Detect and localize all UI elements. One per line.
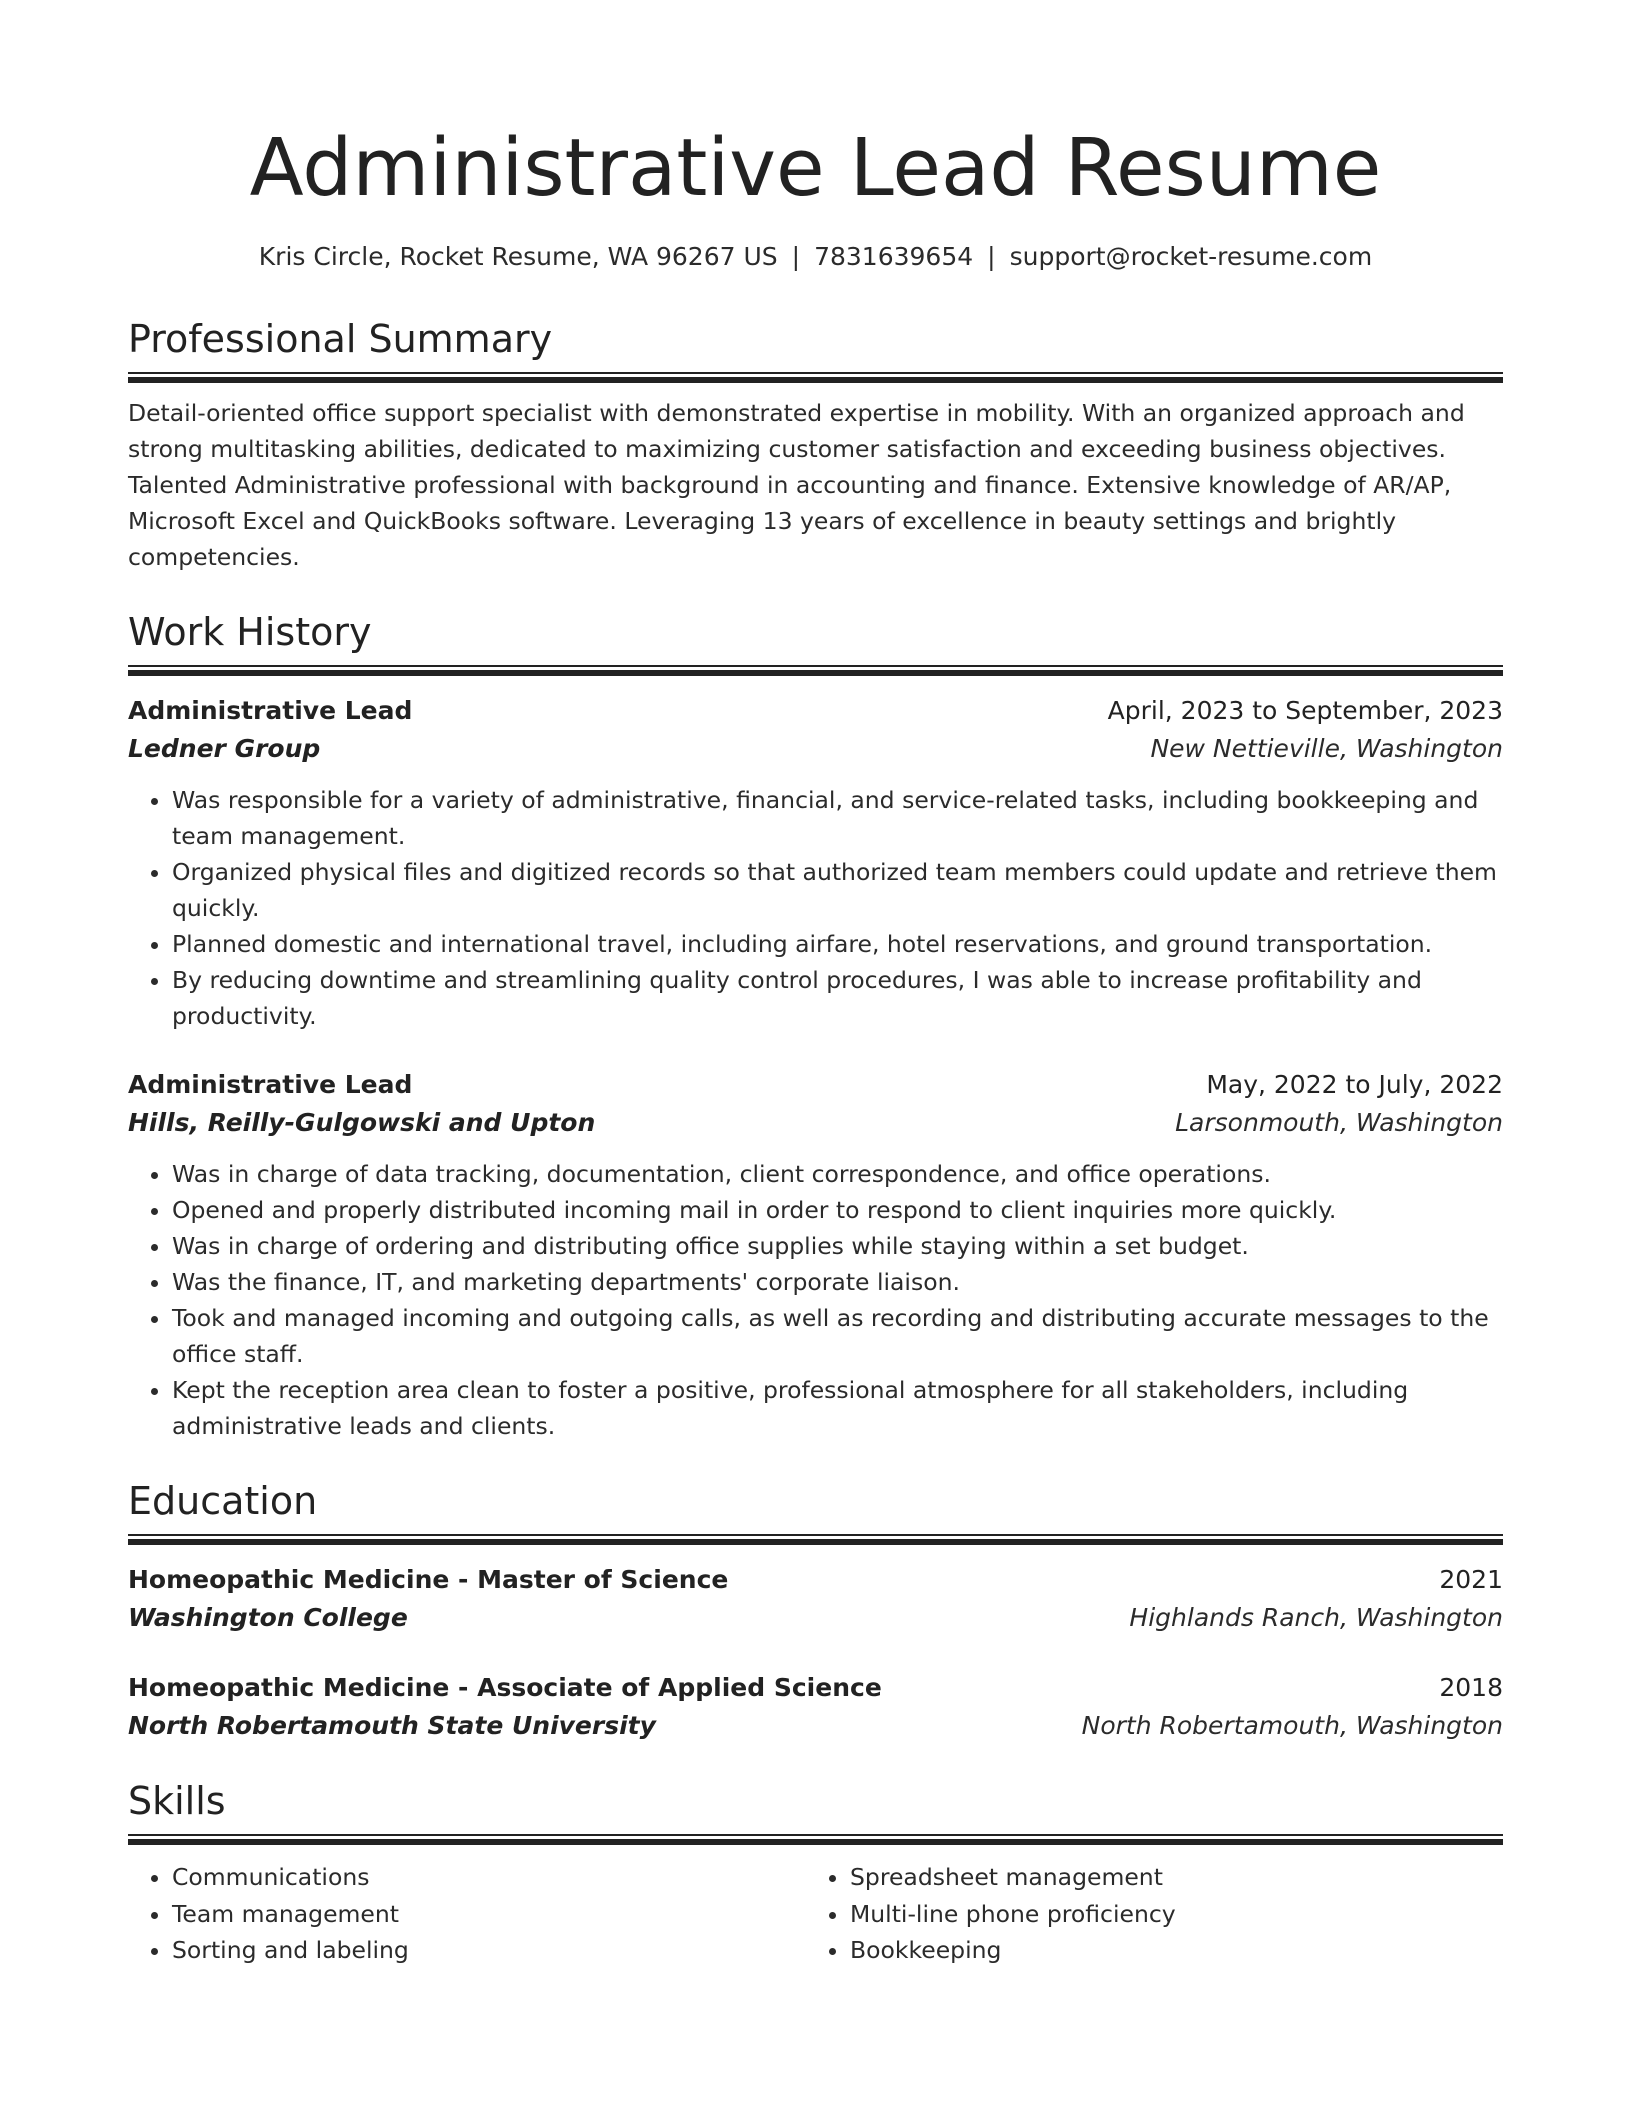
list-item: • Bookkeeping — [850, 1932, 1484, 1969]
list-item: • Spreadsheet management — [850, 1859, 1484, 1896]
job-duties-list — [128, 782, 1503, 1034]
education-school: Washington College — [128, 1603, 408, 1632]
section-divider — [128, 665, 1503, 676]
list-item: • Took and managed incoming and outgoing calls, as well as recording and distributing accurate messages to the office staff. — [172, 1300, 1503, 1372]
skills-columns — [128, 1859, 1503, 1969]
education-header-row — [128, 1669, 1503, 1707]
list-item: • Communications — [172, 1859, 806, 1896]
education-school-row — [128, 1707, 1503, 1745]
job-duties-list — [128, 1156, 1503, 1444]
section-heading-work-history: Work History — [128, 610, 372, 654]
job-title: Administrative Lead — [128, 1070, 413, 1099]
list-item: • Kept the reception area clean to foster a positive, professional atmosphere for all stakeholders, including administrative leads and clients. — [172, 1372, 1503, 1444]
list-item: • Multi-line phone proficiency — [850, 1896, 1484, 1933]
contact-phone: 7831639654 — [814, 242, 974, 271]
list-item: • Organized physical files and digitized records so that authorized team members could update and retrieve them quickly. — [172, 854, 1503, 926]
contact-separator: | — [987, 242, 996, 271]
summary-section — [128, 314, 1503, 575]
education-entry — [128, 1561, 1503, 1637]
contact-line — [128, 237, 1503, 277]
resume-title: Administrative Lead Resume — [249, 122, 1382, 214]
section-divider — [128, 1834, 1503, 1845]
section-divider — [128, 372, 1503, 383]
contact-separator: | — [791, 242, 801, 271]
education-year: 2021 — [1439, 1565, 1503, 1594]
section-heading-education: Education — [128, 1479, 318, 1523]
education-degree: Homeopathic Medicine - Master of Science — [128, 1565, 729, 1594]
job-header-row — [128, 1066, 1503, 1104]
education-school-row — [128, 1599, 1503, 1637]
education-section — [128, 1476, 1503, 1745]
skills-column-right — [806, 1859, 1484, 1969]
section-heading-skills: Skills — [128, 1779, 226, 1823]
job-company-row — [128, 730, 1503, 768]
job-dates: April, 2023 to September, 2023 — [1107, 696, 1503, 725]
contact-email: support@rocket-resume.com — [1009, 242, 1373, 271]
summary-text: Detail-oriented office support specialist with demonstrated expertise in mobility. With an organized approach and strong multitasking abilities, dedicated to maximizing customer satisfaction and exceeding business objectives. Talented Administrative professional with background in accounting and finance. Extensive knowledge of AR/AP, Microsoft Excel and QuickBooks software. Leveraging 13 years of excellence in beauty settings and brightly competencies. — [128, 399, 1465, 571]
job-location: New Nettieville, Washington — [1150, 734, 1503, 763]
section-divider — [128, 1534, 1503, 1545]
skills-list — [128, 1859, 806, 1969]
list-item: • Was the finance, IT, and marketing departments' corporate liaison. — [172, 1264, 1503, 1300]
list-item: • Was responsible for a variety of administrative, financial, and service-related tasks, including bookkeeping and team management. — [172, 782, 1503, 854]
job-header-row — [128, 692, 1503, 730]
skills-column-left — [128, 1859, 806, 1969]
education-year: 2018 — [1439, 1673, 1503, 1702]
education-location: North Robertamouth, Washington — [1081, 1711, 1503, 1740]
list-item: • Was in charge of ordering and distributing office supplies while staying within a set budget. — [172, 1228, 1503, 1264]
education-header-row — [128, 1561, 1503, 1599]
section-heading-summary: Professional Summary — [128, 317, 553, 361]
job-location: Larsonmouth, Washington — [1175, 1108, 1503, 1137]
list-item: • Planned domestic and international travel, including airfare, hotel reservations, and ground transportation. — [172, 926, 1503, 962]
job-entry — [128, 1066, 1503, 1444]
list-item: • By reducing downtime and streamlining quality control procedures, I was able to increase profitability and productivity. — [172, 962, 1503, 1034]
list-item: • Team management — [172, 1896, 806, 1933]
list-item: • Opened and properly distributed incoming mail in order to respond to client inquiries more quickly. — [172, 1192, 1503, 1228]
skills-section — [128, 1776, 1503, 1969]
job-company: Ledner Group — [128, 734, 321, 763]
work-history-section — [128, 607, 1503, 1444]
list-item: • Sorting and labeling — [172, 1932, 806, 1969]
list-item: • Was in charge of data tracking, documentation, client correspondence, and office operations. — [172, 1156, 1503, 1192]
education-school: North Robertamouth State University — [128, 1711, 656, 1740]
education-location: Highlands Ranch, Washington — [1129, 1603, 1503, 1632]
skills-list — [806, 1859, 1484, 1969]
job-dates: May, 2022 to July, 2022 — [1206, 1070, 1503, 1099]
education-entry — [128, 1669, 1503, 1745]
job-title: Administrative Lead — [128, 696, 413, 725]
job-entry — [128, 692, 1503, 1034]
job-company-row — [128, 1104, 1503, 1142]
contact-address: Kris Circle, Rocket Resume, WA 96267 US — [258, 242, 778, 271]
education-degree: Homeopathic Medicine - Associate of Applied Science — [128, 1673, 882, 1702]
job-company: Hills, Reilly-Gulgowski and Upton — [128, 1108, 596, 1137]
